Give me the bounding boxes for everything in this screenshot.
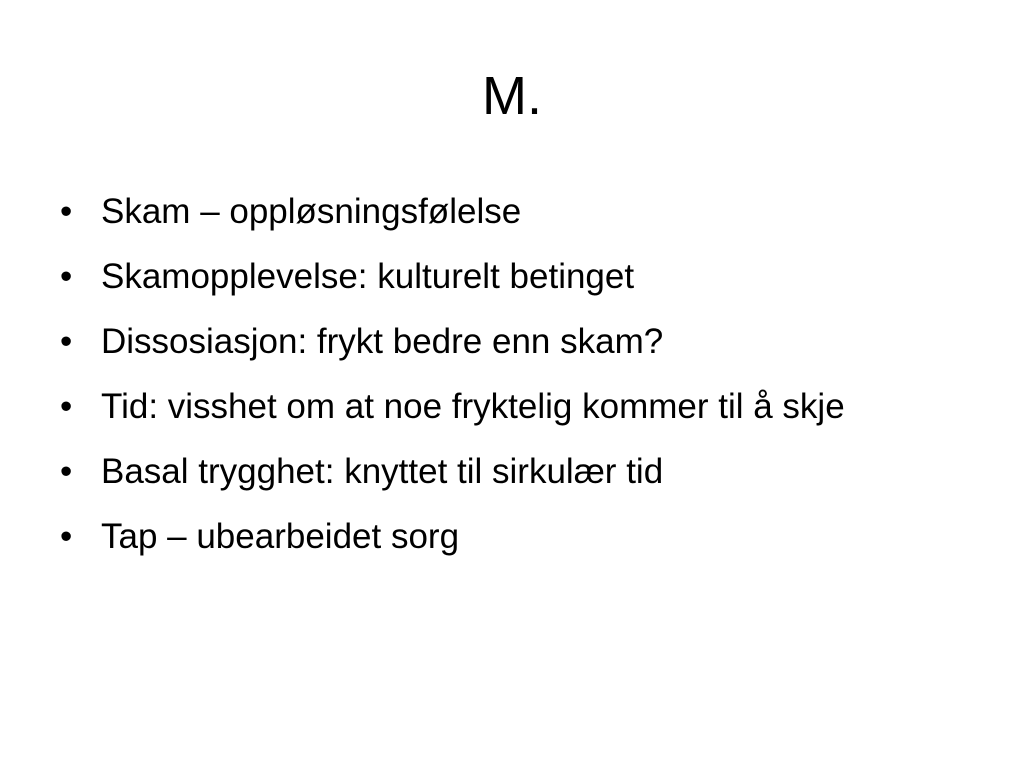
list-item [60,513,960,561]
bullet-text: Tap – ubearbeidet sorg [101,517,460,556]
list-item [60,318,960,366]
bullet-text: Skamopplevelse: kulturelt betinget [101,257,635,296]
bullet-icon: • [60,452,73,491]
bullet-icon: • [60,517,73,556]
list-item [60,383,960,431]
bullet-text: Dissosiasjon: frykt bedre enn skam? [101,322,664,361]
list-item [60,253,960,301]
bullet-icon: • [60,322,73,361]
list-item [60,188,960,236]
bullet-list [60,188,960,578]
slide-title: M. [482,66,542,126]
bullet-icon: • [60,257,73,296]
bullet-text: Skam – oppløsningsfølelse [101,192,522,231]
bullet-text: Basal trygghet: knyttet til sirkulær tid [101,452,664,491]
bullet-icon: • [60,192,73,231]
bullet-text: Tid: visshet om at noe fryktelig kommer til å skje [101,387,845,426]
list-item [60,448,960,496]
bullet-icon: • [60,387,73,426]
